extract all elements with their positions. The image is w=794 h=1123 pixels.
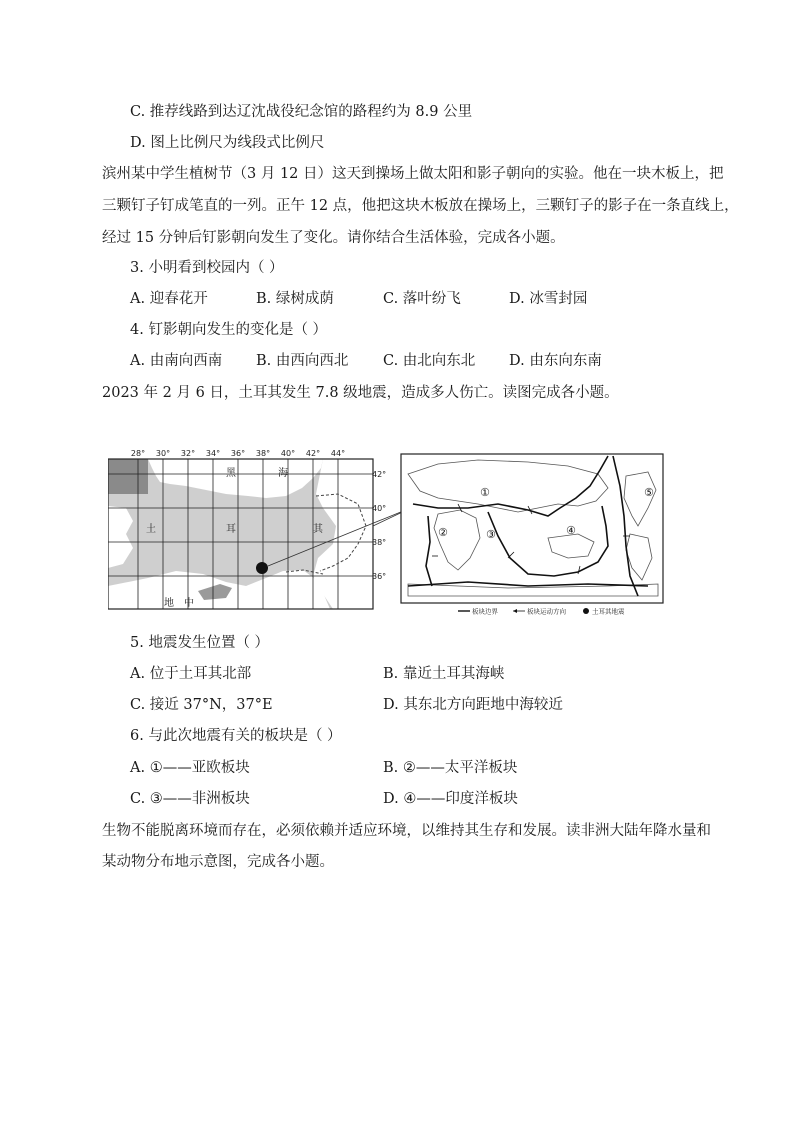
legend-quake-swatch [583,608,589,614]
turkey-map [108,449,386,609]
passage2-line1: 2023 年 2 月 6 日，土耳其发生 7.8 级地震，造成多人伤亡。读图完成各小题。 [102,385,619,401]
plate-label-4: ④ [566,524,576,537]
q3-stem: 3. 小明看到校园内（ ） [130,260,284,276]
black-sea-char-2: 海 [278,468,288,479]
q5-option-d: D. 其东北方向距地中海较近 [383,697,563,713]
q6-stem: 6. 与此次地震有关的板块是（ ） [130,728,342,744]
prev-option-c: C. 推荐线路到达辽沈战役纪念馆的路程约为 8.9 公里 [130,104,473,120]
lon-labels [131,449,345,458]
turkey-char-1: 土 [146,524,156,535]
turkey-char-2: 耳 [226,524,236,535]
lon-label-42: 42° [305,449,321,458]
turkey-char-3: 其 [313,524,323,535]
q4-option-d: D. 由东向东南 [509,353,602,369]
passage1-line1: 滨州某中学生植树节（3 月 12 日）这天到操场上做太阳和影子朝向的实验。他在一块木板上，把 [102,166,724,182]
lon-label-44: 44° [330,449,346,458]
q6-option-d: D. ④——印度洋板块 [383,791,518,807]
lon-label-40: 40° [280,449,296,458]
q5-option-b: B. 靠近土耳其海峡 [383,666,505,682]
lon-label-38: 38° [255,449,271,458]
passage1-line2: 三颗钉子钉成笔直的一列。正午 12 点，他把这块木板放在操场上，三颗钉子的影子在一条直线上， [102,198,739,214]
q3-option-a: A. 迎春花开 [130,291,208,307]
lat-label-38: 38° [372,538,387,547]
med-sea-char-2: 中 [184,598,194,609]
legend-arrow-head [513,609,517,613]
legend-boundary-label: 板块边界 [472,607,498,616]
epicenter-dot [256,562,268,574]
lat-label-42: 42° [372,470,387,479]
maps-svg [108,446,668,618]
lon-label-36: 36° [230,449,246,458]
q6-option-a: A. ①——亚欧板块 [130,760,250,776]
q5-option-c: C. 接近 37°N，37°E [130,697,273,713]
q6-option-b: B. ②——太平洋板块 [383,760,518,776]
plate-label-1: ① [480,486,490,499]
balkan-region [108,459,148,494]
q5-option-a: A. 位于土耳其北部 [130,666,252,682]
plate-label-2: ② [438,526,448,539]
q4-option-c: C. 由北向东北 [383,353,476,369]
earthquake-maps-figure [108,446,668,618]
q4-stem: 4. 钉影朝向发生的变化是（ ） [130,322,328,338]
legend-quake-label: 土耳其地震 [592,607,625,616]
lon-label-30: 30° [155,449,171,458]
passage3-line2: 某动物分布地示意图，完成各小题。 [102,854,334,870]
black-sea-char-1: 黑 [226,468,236,479]
plate-label-3: ③ [486,528,496,541]
map-legend [458,607,625,616]
q6-option-c: C. ③——非洲板块 [130,791,250,807]
prev-option-d: D. 图上比例尺为线段式比例尺 [130,135,325,151]
world-plates-map [401,454,663,616]
lon-label-28: 28° [130,449,146,458]
q4-option-a: A. 由南向西南 [130,353,223,369]
q3-option-d: D. 冰雪封园 [509,291,588,307]
q5-stem: 5. 地震发生位置（ ） [130,635,270,651]
legend-direction-label: 板块运动方向 [527,607,566,616]
q4-option-b: B. 由西向西北 [256,353,349,369]
med-sea-char-1: 地 [164,598,174,609]
q3-option-b: B. 绿树成荫 [256,291,334,307]
lat-label-36: 36° [372,572,387,581]
q3-option-c: C. 落叶纷飞 [383,291,461,307]
lon-label-32: 32° [180,449,196,458]
passage3-line1: 生物不能脱离环境而存在，必须依赖并适应环境，以维持其生存和发展。读非洲大陆年降水量和 [102,823,711,839]
lat-label-40: 40° [372,504,387,513]
passage1-line3: 经过 15 分钟后钉影朝向发生了变化。请你结合生活体验，完成各小题。 [102,230,565,246]
lon-label-34: 34° [205,449,221,458]
plate-label-5: ⑤ [644,486,654,499]
